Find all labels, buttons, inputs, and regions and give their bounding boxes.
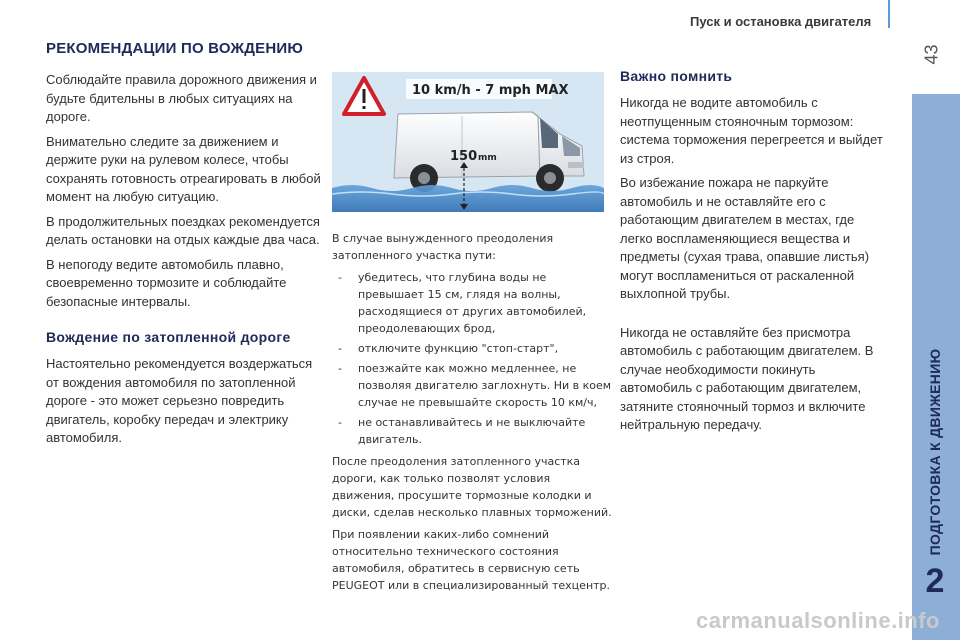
chapter-header-title: Пуск и остановка двигателя [690, 14, 872, 29]
list-item-text: отключите функцию "стоп-старт", [358, 342, 559, 355]
dash-bullet: - [338, 342, 342, 355]
dash-bullet: - [338, 362, 342, 375]
driving-recommendations-column [46, 40, 322, 454]
chapter-tab-label: ПОДГОТОВКА К ДВИЖЕНИЮ [927, 348, 943, 556]
list-item-text: убедитесь, что глубина воды не превышает 15 см, глядя на волны, расходящиеся от других автомобилей, преодолевающих брод, [358, 271, 587, 335]
paragraph: Настоятельно рекомендуется воздержаться от вождения автомобиля по затопленной дороге - это может серьезно повредить двигатель, коробку передач и электрику автомобиля. [46, 356, 313, 445]
flooded-road-instructions [332, 230, 612, 599]
after-crossing-text: После преодоления затопленного участка дороги, как только позволят условия движения, просушите тормозные колодки и диски, сделав несколько плавных торможений. [332, 455, 612, 519]
list-item-text: поезжайте как можно медленнее, не позволяя двигателю заглохнуть. Ни в коем случае не превышайте скорость 10 км/ч, [358, 362, 612, 409]
service-advice-text: При появлении каких-либо сомнений относительно технического состояния автомобиля, обратитесь в сервисную сеть PEUGEOT или в специализированный техцентр. [332, 528, 611, 592]
list-item [332, 269, 612, 337]
list-item [332, 360, 612, 411]
chapter-number: 2 [925, 562, 945, 600]
paragraph: Внимательно следите за движением и держите руки на рулевом колесе, чтобы сохранять готовность отреагировать в любой момент на любую ситуацию. [46, 133, 321, 204]
paragraph: Соблюдайте правила дорожного движения и будьте бдительны в любых ситуациях на дороге. [46, 72, 317, 124]
list-item [332, 340, 612, 357]
depth-unit: mm [478, 153, 497, 163]
paragraph: В непогоду ведите автомобиль плавно, своевременно тормозите и соблюдайте безопасные интервалы. [46, 256, 287, 309]
important-heading: Важно помнить [620, 68, 733, 84]
list-item-text: не останавливайтесь и не выключайте двигатель. [358, 416, 586, 446]
dash-bullet: - [338, 416, 342, 429]
page-number: 43 [921, 44, 942, 65]
dash-bullet: - [338, 271, 342, 284]
depth-value: 150 [450, 149, 478, 164]
section-heading: РЕКОМЕНДАЦИИ ПО ВОЖДЕНИЮ [46, 40, 304, 57]
instruction-list [332, 269, 612, 448]
van-in-water-drawing [332, 72, 604, 212]
flooded-road-illustration [332, 72, 604, 212]
flooded-road-heading: Вождение по затопленной дороге [46, 329, 291, 345]
spacer [620, 310, 890, 324]
paragraph: Никогда не водите автомобиль с неотпущенным стояночным тормозом: система торможения перегреется и выйдет из строя. [620, 95, 883, 166]
watermark: carmanualsonline.info [696, 608, 940, 633]
speed-limit-label: 10 km/h - 7 mph MAX [412, 83, 569, 98]
list-item [332, 414, 612, 448]
important-notes-column [620, 68, 890, 441]
paragraph: Во избежание пожара не паркуйте автомобиль и не оставляйте его с работающим двигателем в местах, где легко воспламеняющиеся вещества и предметы (сухая трава, опавшие листья) могут воспламениться от раскаленной выхлопной трубы. [620, 175, 870, 301]
header-divider [888, 0, 890, 28]
paragraph: В продолжительных поездках рекомендуется делать остановки на отдых каждые два часа. [46, 213, 320, 247]
intro-text: В случае вынужденного преодоления затопленного участка пути: [332, 232, 554, 262]
paragraph: Никогда не оставляйте без присмотра автомобиль с работающим двигателем. В случае необходимости покинуть автомобиль с работающим двигателем, затяните стояночный тормоз и включите нейтральную передачу. [620, 324, 874, 432]
